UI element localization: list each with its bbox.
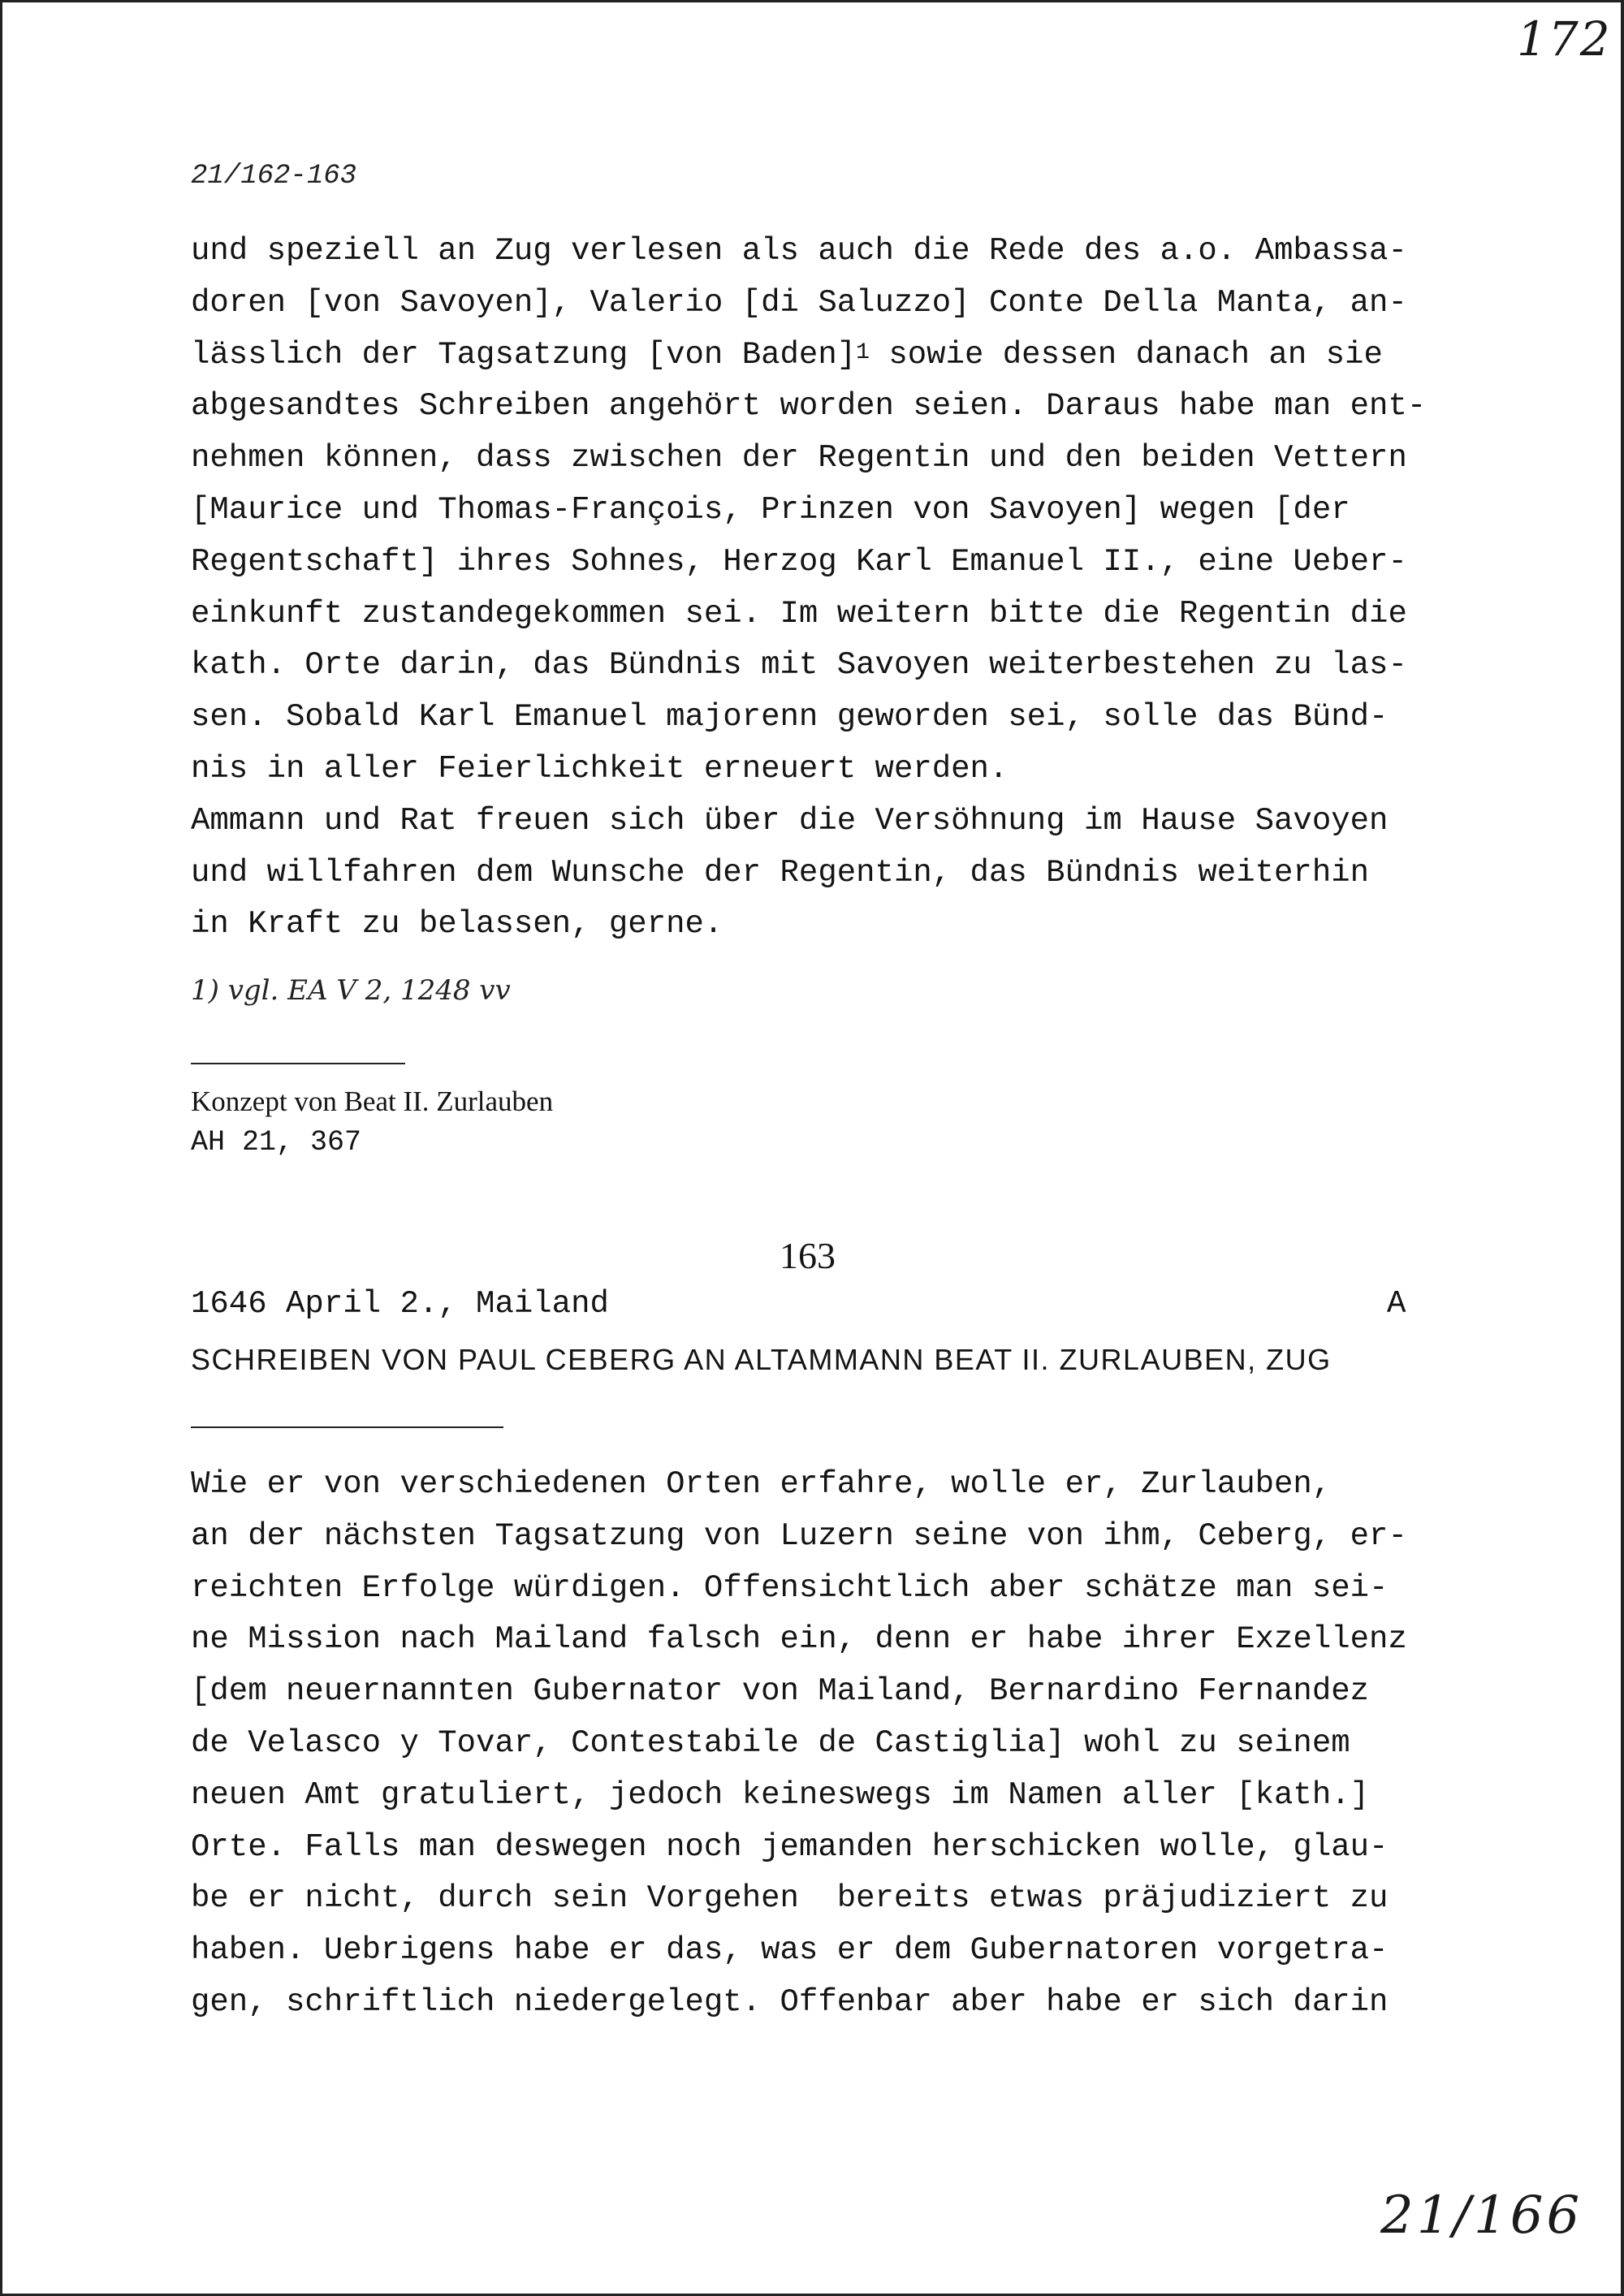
entry-162-text (191, 226, 1587, 951)
source-note (191, 1081, 553, 1163)
text-line: reichten Erfolge würdigen. Offensichtlich aber schätze man sei- (191, 1569, 1389, 1606)
entry-number: 163 (780, 1235, 836, 1276)
scan-border-left (0, 0, 2, 2296)
scan-border-right (1621, 0, 1624, 2296)
entry-type-marker: A (1387, 1286, 1406, 1322)
entry-title: SCHREIBEN VON PAUL CEBERG AN ALTAMMANN BEAT II. ZURLAUBEN, ZUG (191, 1343, 1332, 1376)
footnote: 1) vgl. EA V 2, 1248 vv (191, 974, 511, 1007)
text-line: an der nächsten Tagsatzung von Luzern seine von ihm, Ceberg, er- (191, 1517, 1407, 1554)
text-line: kath. Orte darin, das Bündnis mit Savoyen weiterbestehen zu las- (191, 647, 1407, 684)
text-line: Wie er von verschiedenen Orten erfahre, wolle er, Zurlauben, (191, 1466, 1332, 1502)
text-line: Ammann und Rat freuen sich über die Versöhnung im Hause Savoyen (191, 802, 1389, 839)
footnote-marker: 1 (856, 339, 870, 365)
text-line: neuen Amt gratuliert, jedoch keineswegs im Namen aller [kath.] (191, 1776, 1370, 1813)
text-line: in Kraft zu belassen, gerne. (191, 906, 723, 943)
text-line: de Velasco y Tovar, Contestabile de Castiglia] wohl zu seinem (191, 1724, 1350, 1761)
document-reference: 21/162-163 (191, 161, 357, 192)
text-line: [Maurice und Thomas-François, Prinzen von Savoyen] wegen [der (191, 491, 1350, 528)
text-line: ne Mission nach Mailand falsch ein, denn er habe ihrer Exzellenz (191, 1621, 1407, 1658)
text-line: nehmen können, dass zwischen der Regentin und den beiden Vettern (191, 440, 1407, 477)
text-line: haben. Uebrigens habe er das, was er dem Gubernatoren vorgetra- (191, 1932, 1389, 1969)
divider-rule (191, 1063, 405, 1064)
text-line-part: sowie dessen danach an sie (869, 336, 1383, 373)
entry-163-text (191, 1459, 1587, 2029)
text-line: doren [von Savoyen], Valerio [di Saluzzo] Conte Della Manta, an- (191, 284, 1407, 321)
text-line-with-footnote (191, 330, 1587, 382)
divider-rule (191, 1426, 503, 1428)
text-line: gen, schriftlich niedergelegt. Offenbar aber habe er sich darin (191, 1983, 1389, 2020)
text-line: Regentschaft] ihres Sohnes, Herzog Karl Emanuel II., eine Ueber- (191, 543, 1407, 580)
text-line: abgesandtes Schreiben angehört worden seien. Daraus habe man ent- (191, 388, 1427, 425)
text-line: be er nicht, durch sein Vorgehen bereits etwas präjudiziert zu (191, 1880, 1389, 1917)
entry-date-place: 1646 April 2., Mailand (191, 1286, 609, 1322)
text-line: nis in aller Feierlichkeit erneuert werden. (191, 750, 1009, 787)
text-line: und willfahren dem Wunsche der Regentin, das Bündnis weiterhin (191, 854, 1370, 891)
text-line: und speziell an Zug verlesen als auch die Rede des a.o. Ambassa- (191, 233, 1407, 269)
text-line: einkunft zustandegekommen sei. Im weitern bitte die Regentin die (191, 595, 1407, 632)
handwritten-archive-mark: 21/166 (1380, 2186, 1583, 2246)
source-note-line: AH 21, 367 (191, 1126, 362, 1159)
text-line: sen. Sobald Karl Emanuel majorenn geworden sei, solle das Bünd- (191, 699, 1389, 736)
scan-border-top (0, 0, 1624, 2)
text-line: Orte. Falls man deswegen noch jemanden herschicken wolle, glau- (191, 1828, 1389, 1865)
text-line-part: lässlich der Tagsatzung [von Baden] (191, 336, 857, 373)
text-line: [dem neuernannten Gubernator von Mailand, Bernardino Fernandez (191, 1673, 1370, 1710)
source-note-line: Konzept von Beat II. Zurlauben (191, 1085, 554, 1117)
handwritten-page-number: 172 (1517, 11, 1612, 67)
